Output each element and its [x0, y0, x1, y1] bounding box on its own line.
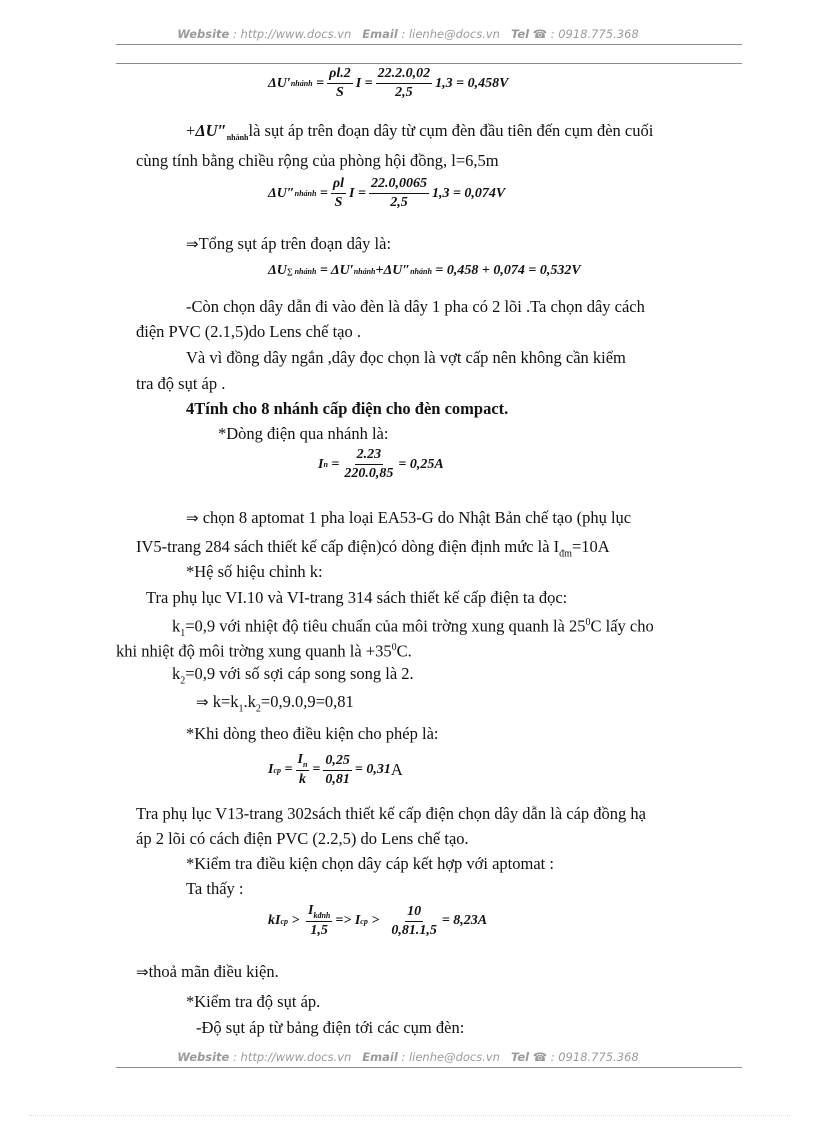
condition-label: *Khi dòng theo điều kiện cho phép là: [186, 724, 439, 743]
equation-branch-current: I n = $\frac{2.23}{220.0,85}$ = 0,25A [318, 447, 444, 481]
footer-website-value: : http://www.docs.vn [233, 1050, 352, 1064]
k1-text-line2: khi nhiệt độ môi trờng xung quanh là $+35^0C$. [116, 641, 412, 661]
paragraph-branch-2-desc-line2: cùng tính bằng chiều rộng của phòng hội đồng, l=6,5m [136, 151, 499, 170]
ta-thay: Ta thấy : [186, 879, 244, 898]
paragraph-no-check: Và vì đồng dây ngắn ,dây đọc chọn là vợt cấp nên không cần kiểm [186, 348, 626, 367]
implies-arrow-icon: ⇒ [136, 963, 149, 981]
footer-email-value: : lienhe@docs.vn [401, 1050, 500, 1064]
paragraph-branch-2-desc: $+\Delta U''_{nhánh}là$ sụt áp trên đoạn dây từ cụm đèn đầu tiên đến cụm đèn cuối [186, 121, 654, 142]
page-footer [0, 1050, 816, 1064]
section-heading: 4Tính cho 8 nhánh cấp điện cho đèn compact. [186, 399, 509, 418]
current-label: *Dòng điện qua nhánh là: [218, 424, 389, 443]
paragraph-aptomat-line2: IV5-trang 284 sách thiết kế cấp điện)có dòng điện định mức là $I_{đm}=10A$ [136, 537, 610, 560]
k2-text: $k_2=0,9$ với số sợi cáp song song là 2. [172, 664, 414, 687]
paragraph-cable-choice: Tra phụ lục V13-trang 302sách thiết kế cấp điện chọn dây dẫn là cáp đồng hạ [136, 804, 646, 823]
footer-tel-label: Tel [510, 1050, 530, 1064]
footer-email-label: Email [362, 1050, 398, 1064]
footer-website-label: Website [177, 1050, 230, 1064]
implies-arrow-icon: ⇒ [196, 693, 209, 711]
paragraph-wire-choice: -Còn chọn dây dẫn đi vào đèn là dây 1 pha có 2 lõi .Ta chọn dây cách [186, 297, 645, 316]
email-value: : lienhe@docs.vn [401, 27, 500, 41]
paragraph-no-check-line2: tra độ sụt áp . [136, 374, 226, 393]
content-top-rule [116, 63, 742, 64]
implies-arrow-icon: ⇒ [186, 509, 199, 527]
website-value: : http://www.docs.vn [233, 27, 352, 41]
header-rule [116, 44, 742, 45]
lookup-text: Tra phụ lục VI.10 và VI-trang 314 sách thiết kế cấp điện ta đọc: [146, 588, 568, 607]
tel-value: ☎ : 0918.775.368 [532, 27, 639, 41]
voltage-check-label: *Kiểm tra độ sụt áp. [186, 992, 321, 1011]
paragraph-wire-choice-line2: điện PVC (2.1,5)do Lens chế tạo . [136, 322, 361, 341]
paragraph-aptomat: ⇒ chọn 8 aptomat 1 pha loại EA53-G do Nhật Bản chế tạo (phụ lục [186, 508, 632, 527]
coefficient-label: *Hệ số hiệu chỉnh k: [186, 562, 323, 581]
footer-tel-value: ☎ : 0918.775.368 [532, 1050, 639, 1064]
footer-rule [116, 1067, 742, 1068]
equation-cable-check: kI cp > $\frac{I_{kđnh}}{1,5}$ => I cp > $\frac{10}{0,81.1,5}$ = 8,23A [268, 903, 488, 938]
email-label: Email [362, 27, 398, 41]
voltage-drop-label: -Độ sụt áp từ bảng điện tới các cụm đèn: [196, 1018, 465, 1037]
total-drop-label: ⇒Tổng sụt áp trên đoạn dây là: [186, 234, 392, 253]
page-header [0, 27, 816, 41]
equation-voltage-drop-branch-1: ΔU′ nhánh = $\frac{\rho l.2}{S}$ I = $\frac{22.2.0,02}{2,5}$ 1,3 = 0,458V [268, 66, 509, 100]
k-result: ⇒ $k=k_1.k_2=0,9.0,9=0,81$ [196, 692, 354, 715]
equation-voltage-drop-branch-2: ΔU″ nhánh = $\frac{\rho l}{S}$ I = $\frac{22.0,0065}{2,5}$ 1,3 = 0,074V [268, 176, 506, 210]
paragraph-cable-choice-line2: áp 2 lõi có cách điện PVC (2.2,5) do Lens chế tạo. [136, 829, 469, 848]
website-label: Website [177, 27, 230, 41]
equation-allowed-current: I cp = $\frac{I_n}{k}$ = $\frac{0,25}{0,81}$ = 0,31 A [268, 752, 403, 787]
k1-text: $k_1=0,9$ với nhiệt độ tiêu chuẩn của môi trờng xung quanh là $25^0C$ lấy cho [172, 616, 654, 639]
equation-total-drop: ΔU ∑ nhánh = ΔU′ nhánh +ΔU″ nhánh = 0,458 + 0,074 = 0,532V [268, 263, 581, 278]
satisfied-text: ⇒thoả mãn điều kiện. [136, 962, 279, 981]
implies-arrow-icon: ⇒ [186, 235, 199, 253]
page-bottom-dotted-line [30, 1115, 790, 1116]
tel-label: Tel [510, 27, 530, 41]
check-label: *Kiểm tra điều kiện chọn dây cáp kết hợp với aptomat : [186, 854, 554, 873]
